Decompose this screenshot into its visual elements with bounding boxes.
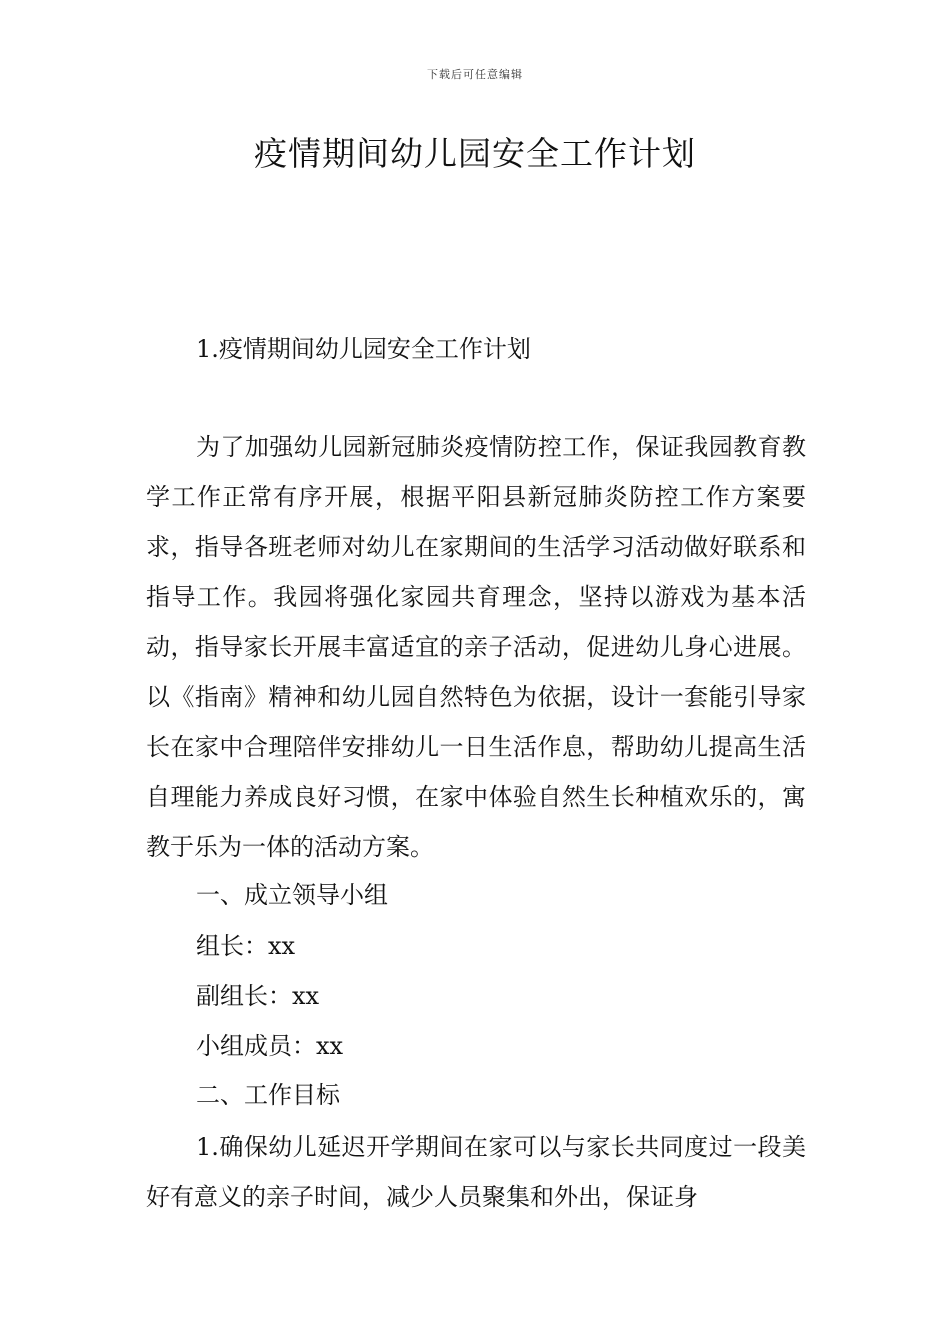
section-subtitle: 1.疫情期间幼儿园安全工作计划 (196, 335, 531, 363)
section1-heading: 一、成立领导小组 (196, 881, 388, 909)
header-note: 下载后可任意编辑 (427, 68, 523, 81)
document-title: 疫情期间幼儿园安全工作计划 (254, 134, 696, 173)
goal1-paragraph: 1.确保幼儿延迟开学期间在家可以与家长共同度过一段美好有意义的亲子时间，减少人员聚集和外出，保证身 (146, 1133, 806, 1211)
deputy-leader-line: 副组长：xx (196, 982, 320, 1010)
section2-heading: 二、工作目标 (196, 1081, 340, 1109)
members-line: 小组成员：xx (196, 1032, 344, 1060)
intro-paragraph: 为了加强幼儿园新冠肺炎疫情防控工作，保证我园教育教学工作正常有序开展，根据平阳县新冠肺炎防控工作方案要求，指导各班老师对幼儿在家期间的生活学习活动做好联系和指导工作。我园将强化家园共育理念，坚持以游戏为基本活动，指导家长开展丰富适宜的亲子活动，促进幼儿身心进展。以《指南》精神和幼儿园自然特色为依据，设计一套能引导家长在家中合理陪伴安排幼儿一日生活作息，帮助幼儿提高生活自理能力养成良好习惯，在家中体验自然生长种植欢乐的，寓教于乐为一体的活动方案。 (146, 433, 806, 861)
leader-line: 组长：xx (196, 932, 296, 960)
